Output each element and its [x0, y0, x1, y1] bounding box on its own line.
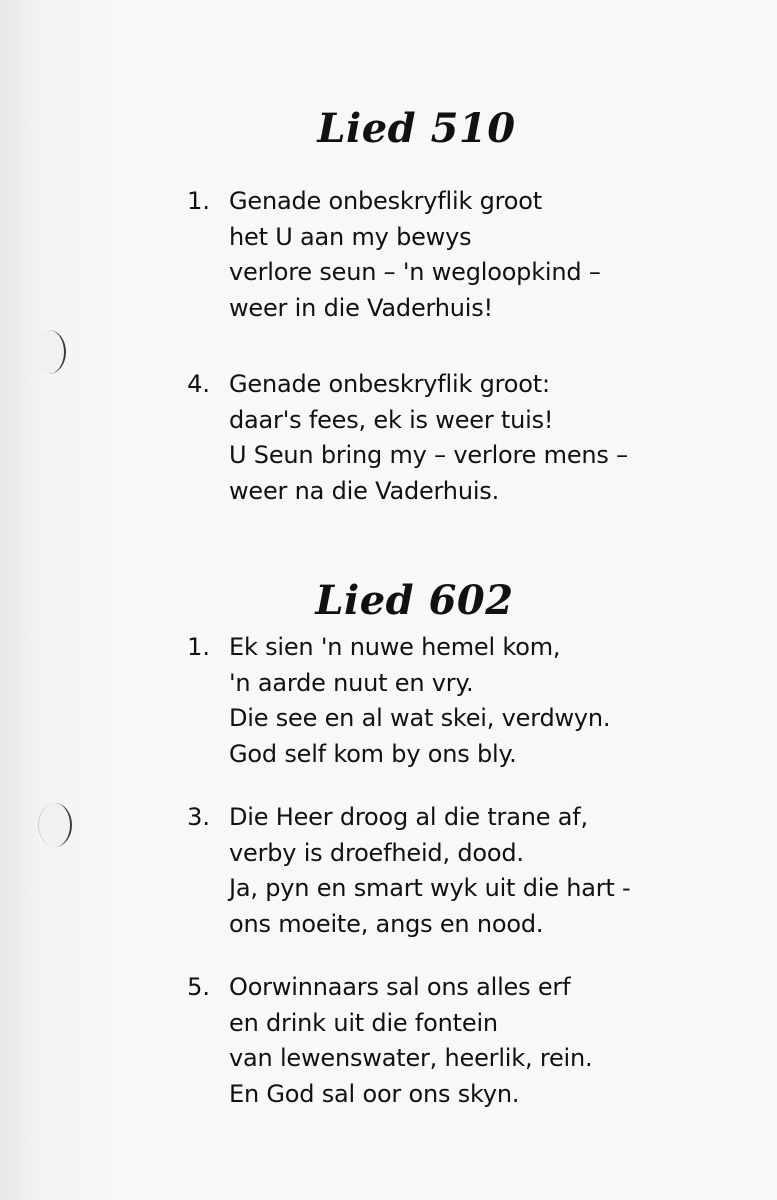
verse-number: 5.: [187, 973, 210, 1001]
verse-lines: [229, 800, 630, 942]
verse-line: Ja, pyn en smart wyk uit die hart -: [229, 874, 631, 902]
verse-lines: [229, 184, 601, 326]
verse-line: en drink uit die fontein: [229, 1008, 498, 1037]
hymn-title: Lied 510: [317, 105, 516, 152]
hymn-title: Lied 602: [315, 577, 514, 624]
verse-line: 'n aarde nuut en vry.: [229, 668, 474, 697]
verse-line: Ek sien 'n nuwe hemel kom,: [229, 633, 561, 661]
verse-line: verby is droefheid, dood.: [229, 838, 524, 867]
punch-hole: [32, 330, 66, 374]
verse-line: U Seun bring my – verlore mens –: [229, 441, 628, 469]
punch-hole: [38, 803, 72, 847]
verse-line: weer na die Vaderhuis.: [229, 476, 500, 505]
verse-lines: [229, 367, 628, 509]
verse-line: het U aan my bewys: [229, 222, 472, 251]
verse-line: Genade onbeskryflik groot: [229, 187, 542, 215]
verse-line: Die see en al wat skei, verdwyn.: [229, 704, 611, 732]
verse-line: Oorwinnaars sal ons alles erf: [229, 973, 571, 1001]
verse-number: 3.: [187, 803, 210, 831]
verse-number: 1.: [187, 633, 210, 661]
verse-line: God self kom by ons bly.: [229, 739, 517, 768]
verse-line: Die Heer droog al die trane af,: [229, 803, 588, 831]
verse-number: 1.: [187, 187, 210, 215]
verse-line: daar's fees, ek is weer tuis!: [229, 405, 554, 434]
verse-number: 4.: [187, 370, 210, 398]
verse-line: Genade onbeskryflik groot:: [229, 370, 550, 398]
verse-line: ons moeite, angs en nood.: [229, 909, 544, 938]
verse-line: En God sal oor ons skyn.: [229, 1079, 520, 1108]
verse-lines: [229, 970, 592, 1112]
verse-line: verlore seun – 'n wegloopkind –: [229, 258, 601, 286]
verse-lines: [229, 630, 610, 772]
verse-line: weer in die Vaderhuis!: [229, 293, 493, 322]
verse-line: van lewenswater, heerlik, rein.: [229, 1044, 593, 1072]
